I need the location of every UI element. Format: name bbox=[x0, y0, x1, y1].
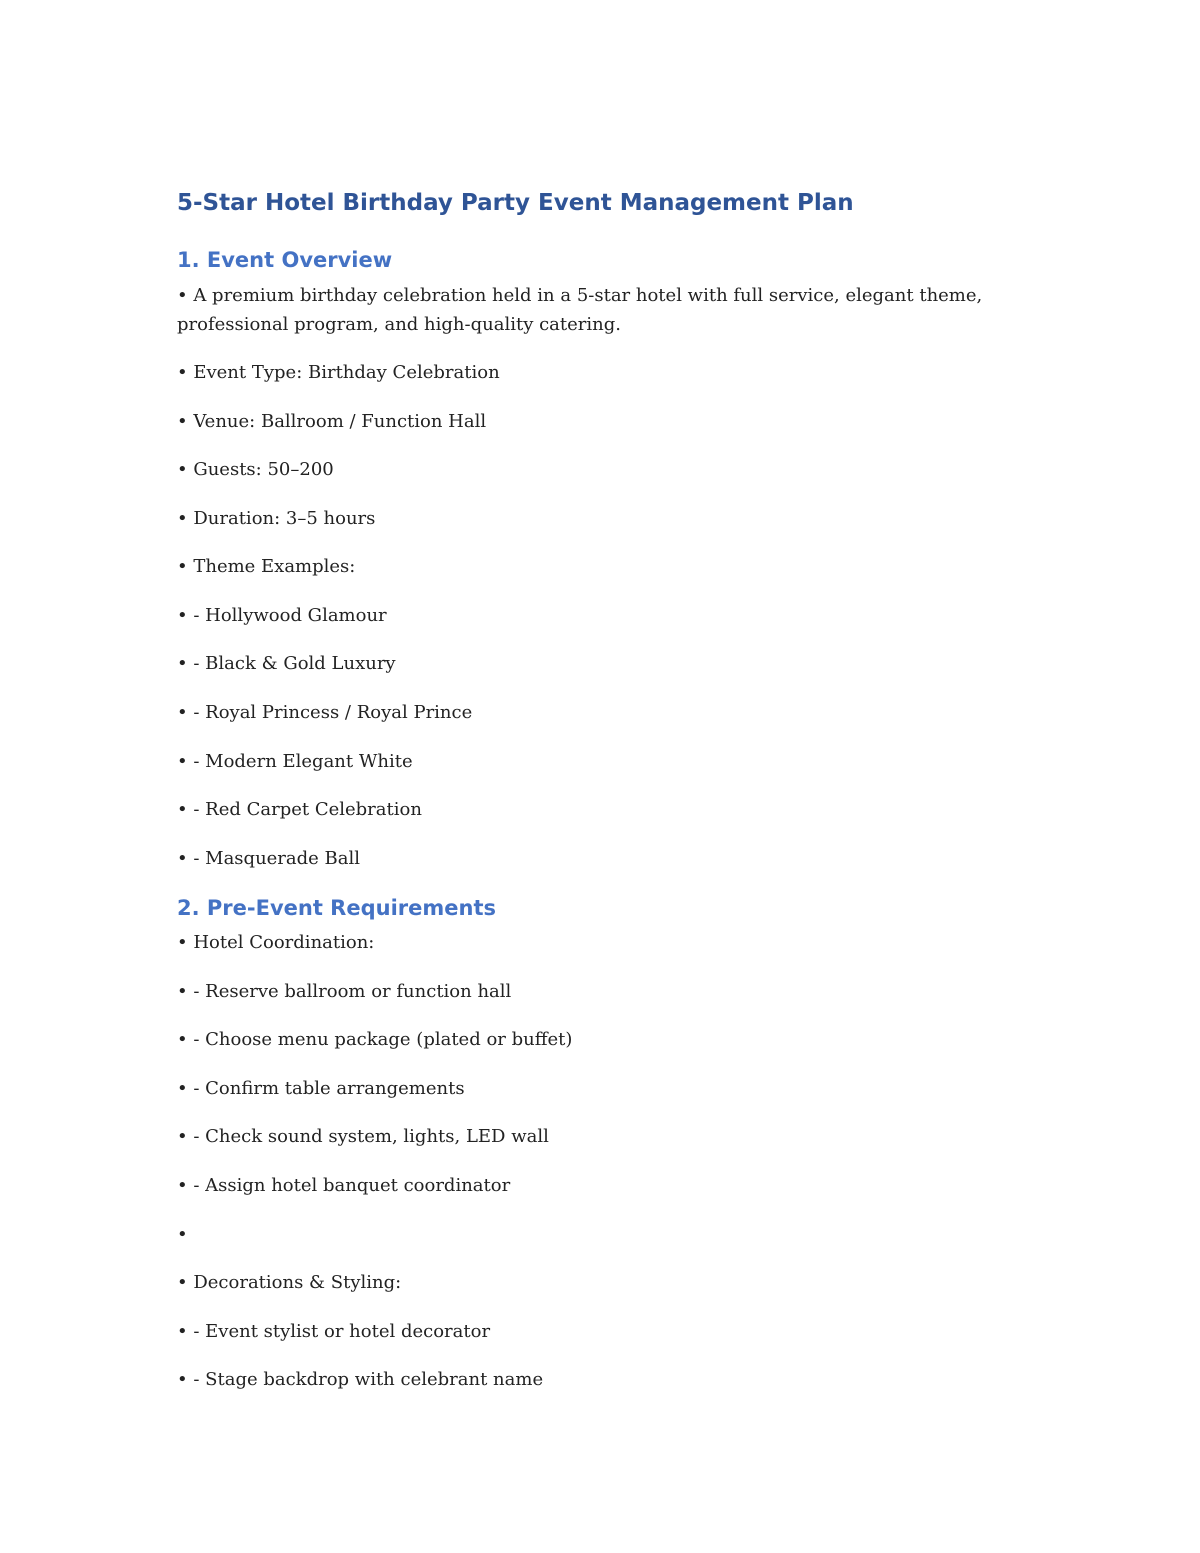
list-item: • - Assign hotel banquet coordinator bbox=[177, 1175, 511, 1196]
list-item: • - Confirm table arrangements bbox=[177, 1078, 465, 1099]
overview-intro-line-2: professional program, and high-quality catering. bbox=[177, 314, 621, 335]
list-item: • - Black & Gold Luxury bbox=[177, 653, 396, 674]
list-item: • - Red Carpet Celebration bbox=[177, 799, 422, 820]
list-item: • - Reserve ballroom or function hall bbox=[177, 981, 512, 1002]
list-item: • Hotel Coordination: bbox=[177, 932, 375, 953]
list-item: • - Masquerade Ball bbox=[177, 848, 361, 869]
list-item: • - Stage backdrop with celebrant name bbox=[177, 1369, 544, 1390]
list-item-empty: • bbox=[177, 1224, 188, 1245]
document-title: 5-Star Hotel Birthday Party Event Management Plan bbox=[177, 190, 854, 216]
list-item: • Theme Examples: bbox=[177, 556, 356, 577]
section-heading-event-overview: 1. Event Overview bbox=[177, 248, 393, 272]
list-item: • Event Type: Birthday Celebration bbox=[177, 362, 500, 383]
list-item: • - Royal Princess / Royal Prince bbox=[177, 702, 473, 723]
list-item: • - Modern Elegant White bbox=[177, 751, 413, 772]
list-item: • - Event stylist or hotel decorator bbox=[177, 1321, 491, 1342]
list-item: • - Check sound system, lights, LED wall bbox=[177, 1126, 549, 1147]
overview-intro-line-1: • A premium birthday celebration held in a 5-star hotel with full service, elegant theme, bbox=[177, 285, 983, 306]
section-heading-pre-event-requirements: 2. Pre-Event Requirements bbox=[177, 896, 496, 920]
list-item: • Venue: Ballroom / Function Hall bbox=[177, 411, 487, 432]
list-item: • Guests: 50–200 bbox=[177, 459, 334, 480]
list-item: • Duration: 3–5 hours bbox=[177, 508, 376, 529]
list-item: • - Hollywood Glamour bbox=[177, 605, 387, 626]
list-item: • Decorations & Styling: bbox=[177, 1272, 402, 1293]
list-item: • - Choose menu package (plated or buffet) bbox=[177, 1029, 573, 1050]
